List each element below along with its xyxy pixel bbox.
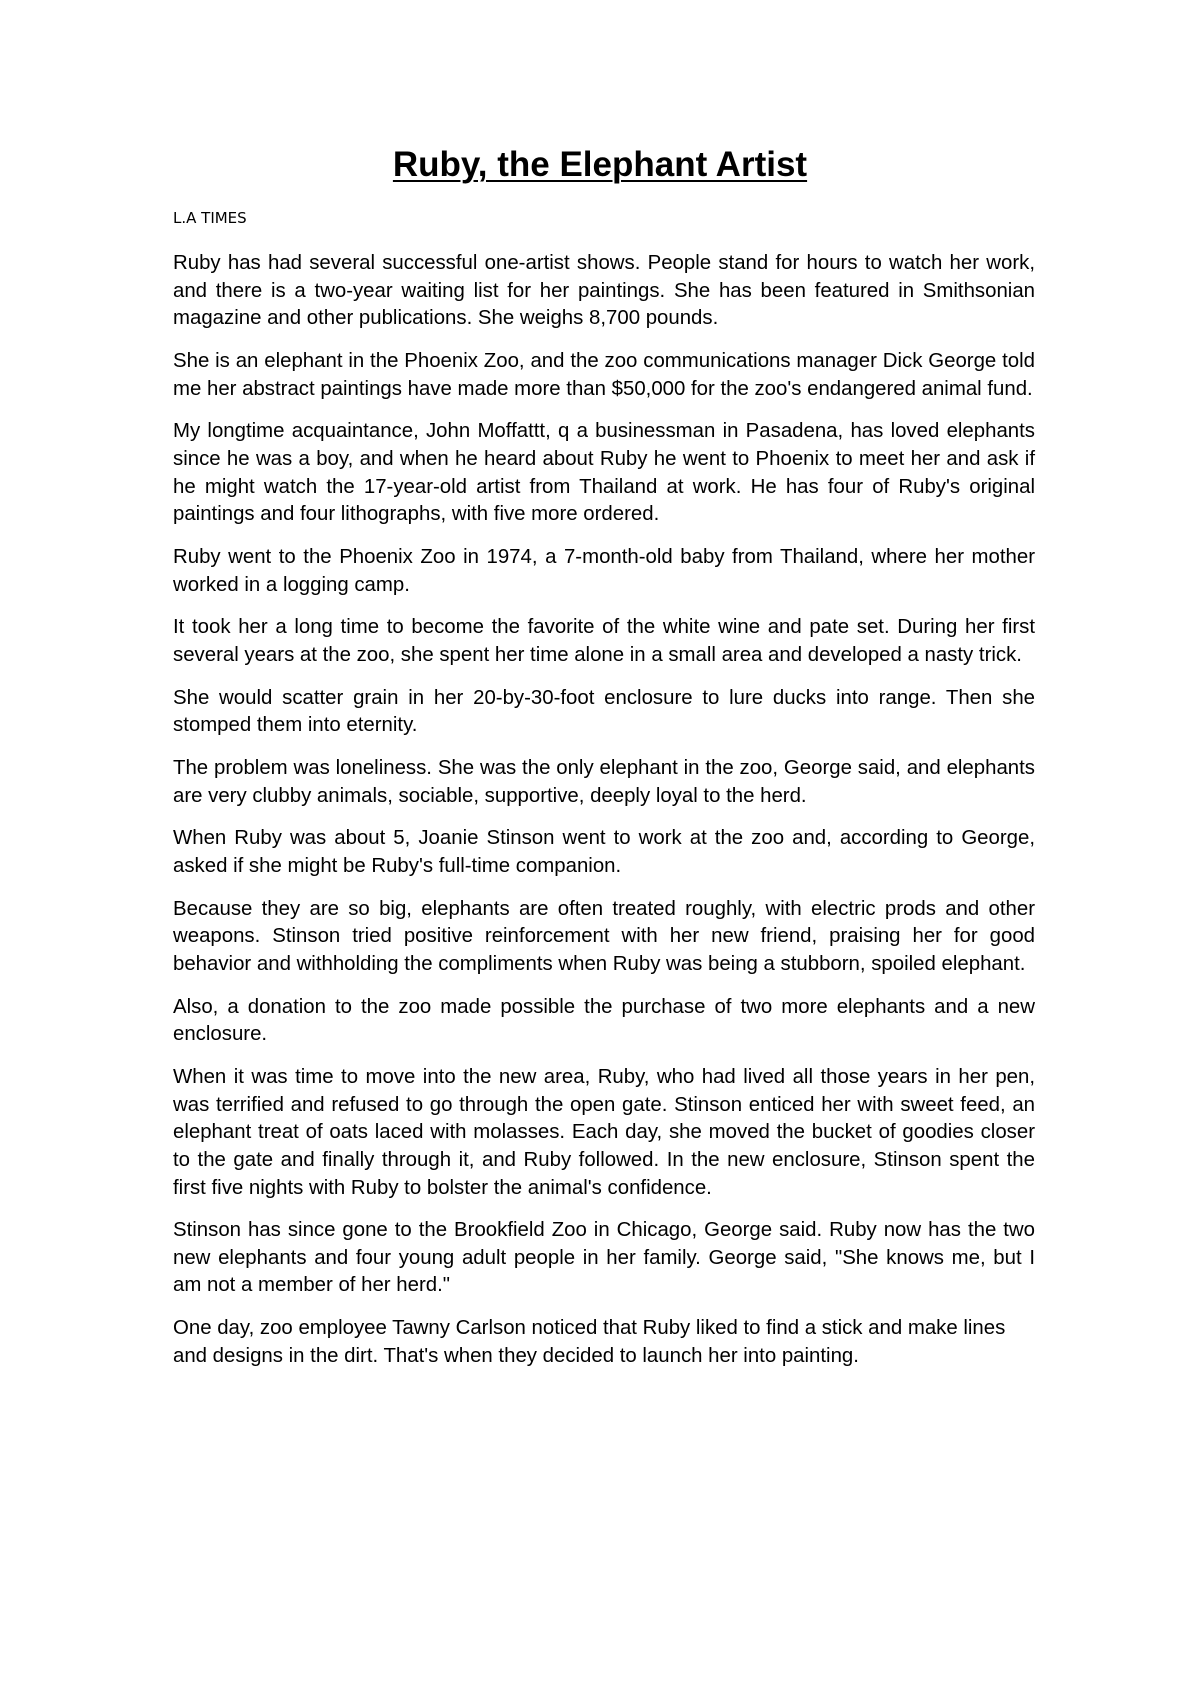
paragraph: It took her a long time to become the favorite of the white wine and pate set. During her first several years at the zoo, she spent her time alone in a small area and developed a nasty trick. [173,616,1035,666]
paragraph: Because they are so big, elephants are often treated roughly, with electric prods and other weapons. Stinson tried positive reinforcement with her new friend, praising her for good behavior and withholding the compliments when Ruby was being a stubborn, spoiled elephant. [173,897,1035,975]
source-label: L.A TIMES [173,209,247,227]
paragraph: The problem was loneliness. She was the only elephant in the zoo, George said, and elephants are very clubby animals, sociable, supportive, deeply loyal to the herd. [173,757,1035,807]
paragraph: Also, a donation to the zoo made possible the purchase of two more elephants and a new enclosure. [173,995,1035,1046]
article-body [173,250,1035,1386]
paragraph: Ruby went to the Phoenix Zoo in 1974, a 7-month-old baby from Thailand, where her mother worked in a logging camp. [173,545,1035,596]
paragraph: Stinson has since gone to the Brookfield Zoo in Chicago, George said. Ruby now has the two new elephants and four young adult people in her family. George said, "She knows me, but I am not a member of her herd." [173,1219,1035,1297]
paragraph: When Ruby was about 5, Joanie Stinson went to work at the zoo and, according to George, asked if she might be Ruby's full-time companion. [173,827,1035,877]
paragraph: My longtime acquaintance, John Moffattt, q a businessman in Pasadena, has loved elephants since he was a boy, and when he heard about Ruby he went to Phoenix to meet her and ask if he might watch the 17-year-old artist from Thailand at work. He has four of Ruby's original paintings and four lithographs, with five more ordered. [173,420,1035,526]
paragraph: When it was time to move into the new area, Ruby, who had lived all those years in her pen, was terrified and refused to go through the open gate. Stinson enticed her with sweet feed, an elephant treat of oats laced with molasses. Each day, she moved the bucket of goodies closer to the gate and finally through it, and Ruby followed. In the new enclosure, Stinson spent the first five nights with Ruby to bolster the animal's confidence. [173,1066,1035,1199]
document-title: Ruby, the Elephant Artist [392,145,808,184]
paragraph: One day, zoo employee Tawny Carlson noticed that Ruby liked to find a stick and make lines and designs in the dirt. That's when they decided to launch her into painting. [173,1317,1006,1367]
paragraph: She is an elephant in the Phoenix Zoo, and the zoo communications manager Dick George told me her abstract paintings have made more than $50,000 for the zoo's endangered animal fund. [173,349,1035,400]
paragraph: She would scatter grain in her 20-by-30-foot enclosure to lure ducks into range. Then she stomped them into eternity. [173,686,1035,737]
paragraph: Ruby has had several successful one-artist shows. People stand for hours to watch her work, and there is a two-year waiting list for her paintings. She has been featured in Smithsonian magazine and other publications. She weighs 8,700 pounds. [173,252,1035,330]
